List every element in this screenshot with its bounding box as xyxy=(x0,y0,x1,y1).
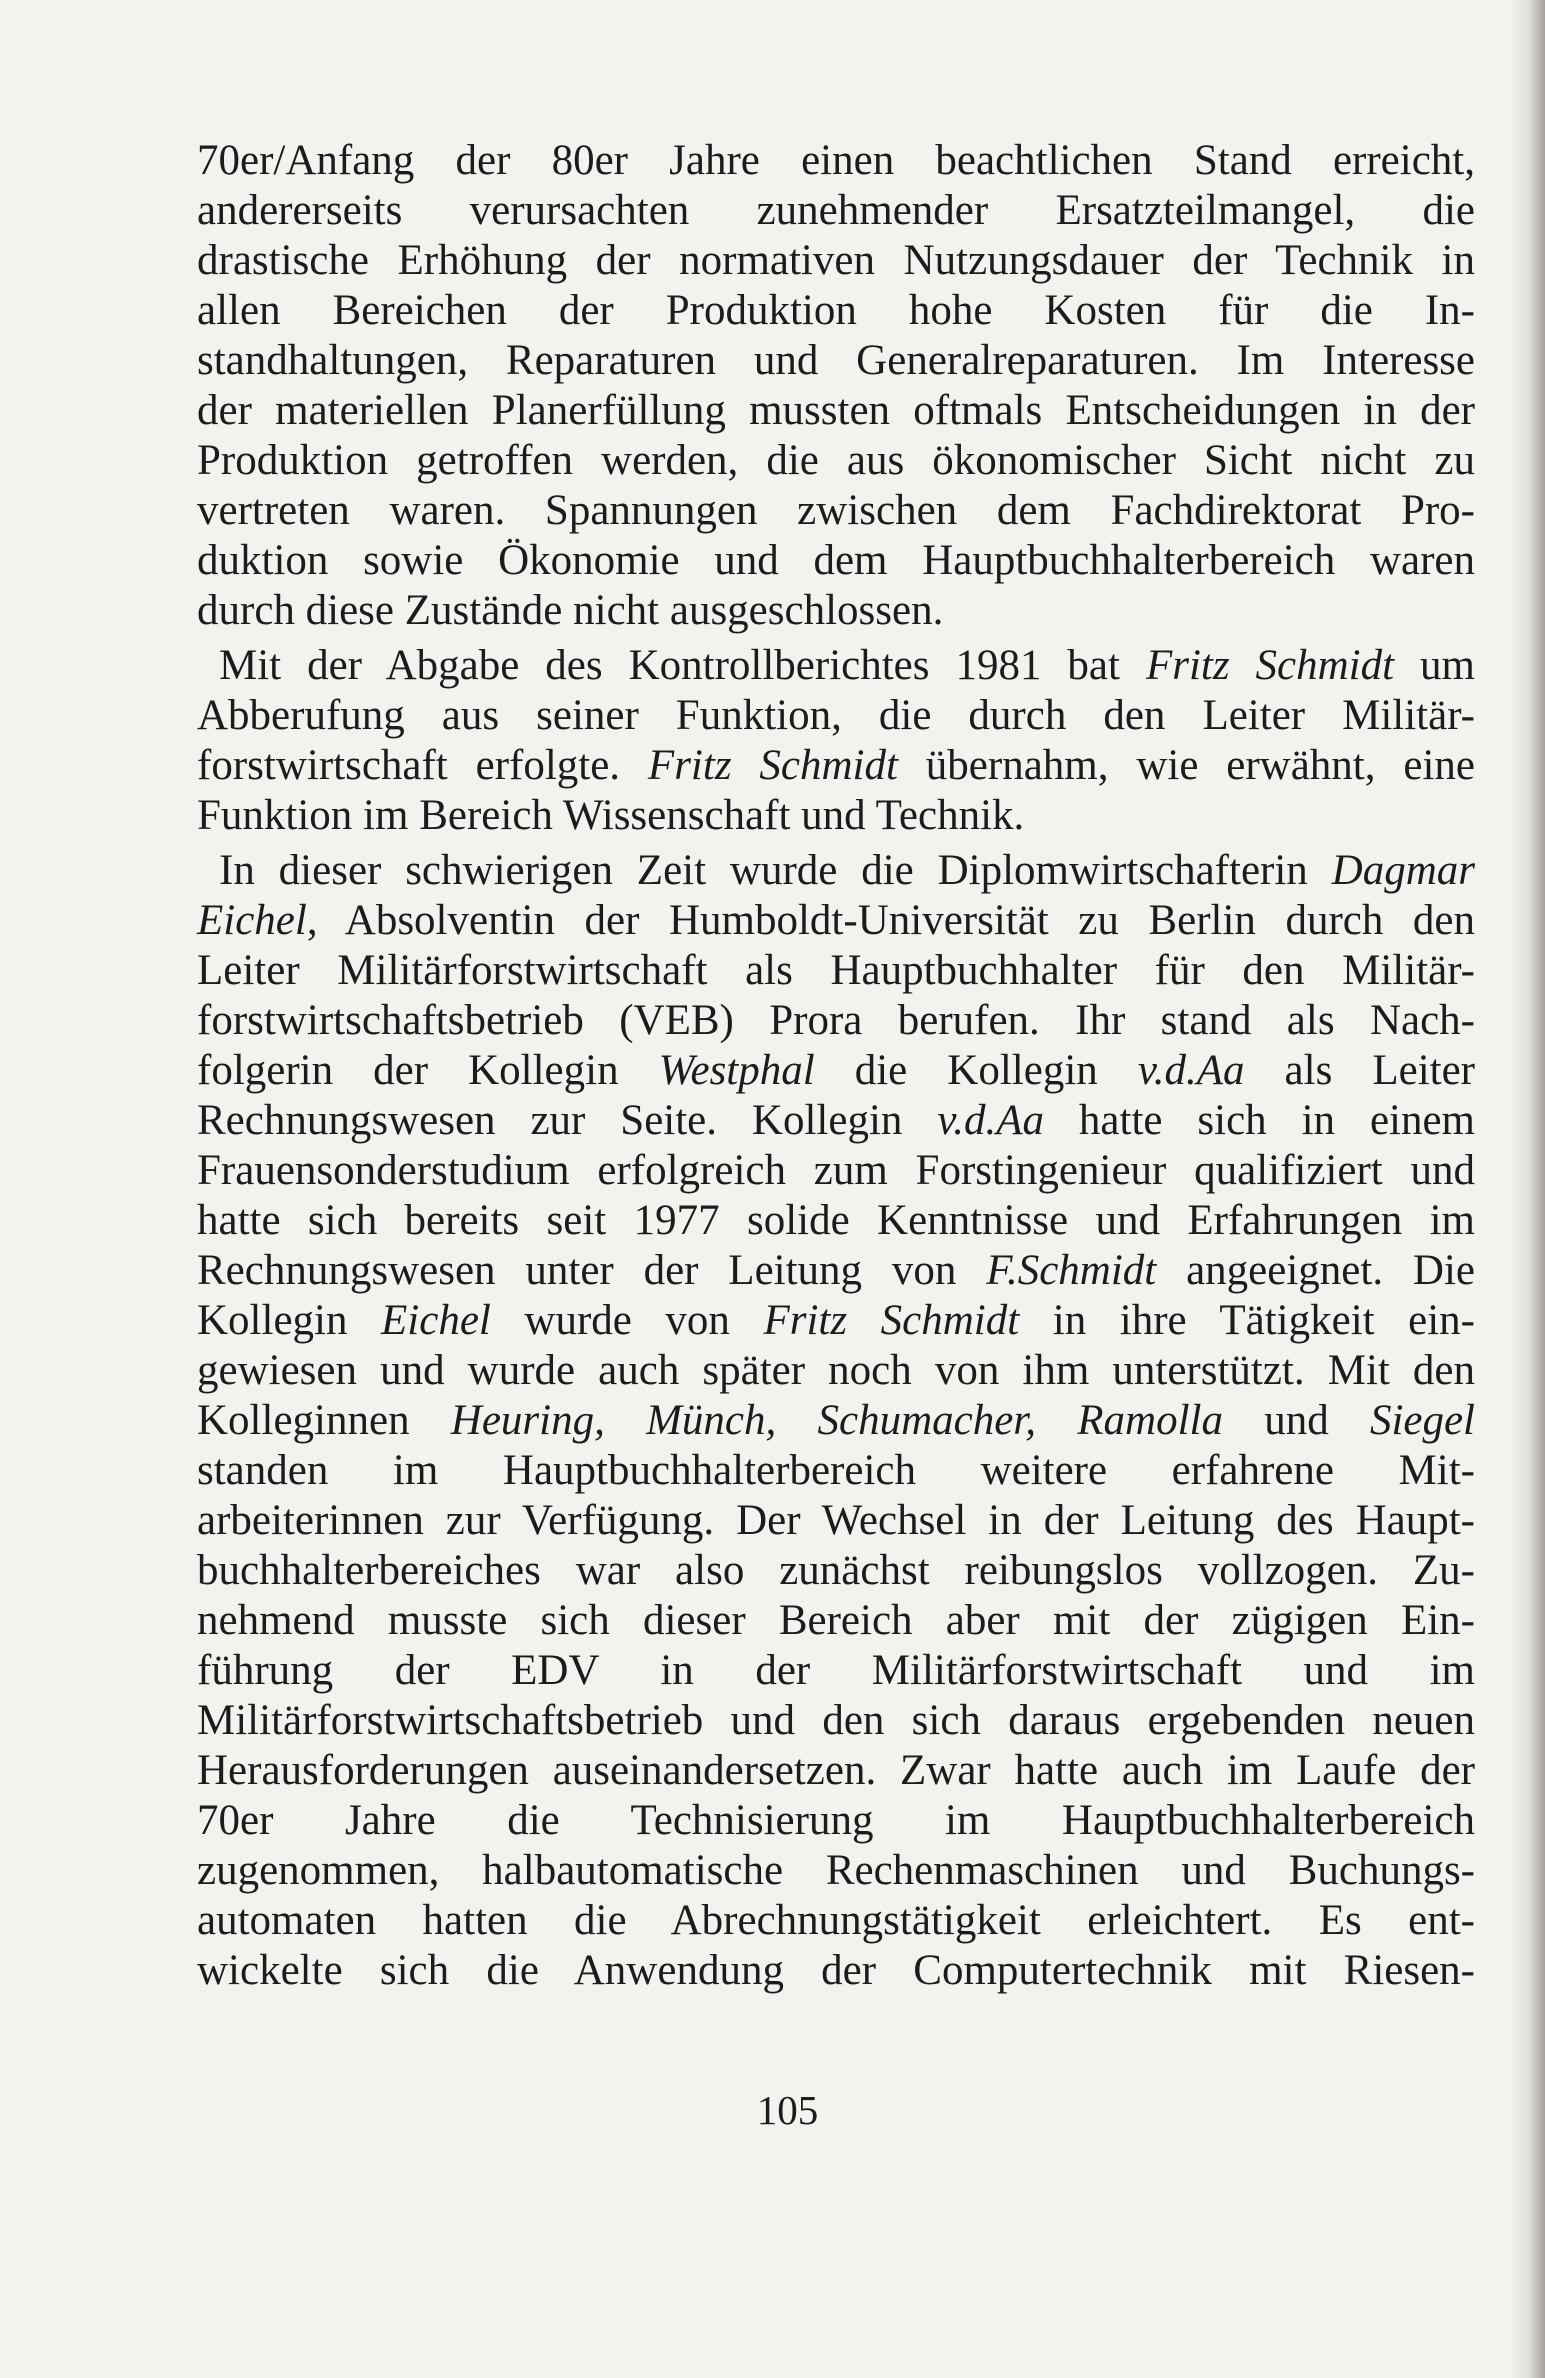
text-line: zugenommen, halbautomatische Rechenmaschinen und Buchungs- xyxy=(197,1847,1475,1894)
text-line: Kollegin Eichel wurde von Fritz Schmidt in ihre Tätigkeit ein- xyxy=(197,1297,1475,1344)
text-line: andererseits verursachten zunehmender Ersatzteilmangel, die xyxy=(197,187,1475,234)
text-line: forstwirtschaft erfolgte. Fritz Schmidt übernahm, wie erwähnt, eine xyxy=(197,742,1475,789)
text-line: buchhalterbereiches war also zunächst reibungslos vollzogen. Zu- xyxy=(197,1547,1475,1594)
text-line: Eichel, Absolventin der Humboldt-Universität zu Berlin durch den xyxy=(197,897,1475,944)
text-line: Herausforderungen auseinandersetzen. Zwar hatte auch im Laufe der xyxy=(197,1747,1475,1794)
text-line: der materiellen Planerfüllung mussten oftmals Entscheidungen in der xyxy=(197,387,1475,434)
text-line: allen Bereichen der Produktion hohe Kosten für die In- xyxy=(197,287,1475,334)
text-line: forstwirtschaftsbetrieb (VEB) Prora berufen. Ihr stand als Nach- xyxy=(197,997,1475,1044)
text-line: standen im Hauptbuchhalterbereich weitere erfahrene Mit- xyxy=(197,1447,1475,1494)
text-line: Produktion getroffen werden, die aus ökonomischer Sicht nicht zu xyxy=(197,437,1475,484)
text-line: standhaltungen, Reparaturen und Generalreparaturen. Im Interesse xyxy=(197,337,1475,384)
text-line: drastische Erhöhung der normativen Nutzungsdauer der Technik in xyxy=(197,237,1475,284)
text-line: duktion sowie Ökonomie und dem Hauptbuchhalterbereich waren xyxy=(197,537,1475,584)
text-line: wickelte sich die Anwendung der Computertechnik mit Riesen- xyxy=(197,1947,1475,1994)
text-line: arbeiterinnen zur Verfügung. Der Wechsel in der Leitung des Haupt- xyxy=(197,1497,1475,1544)
text-line: Mit der Abgabe des Kontrollberichtes 1981 bat Fritz Schmidt um xyxy=(219,642,1475,689)
body-text xyxy=(197,136,1475,1996)
text-line: Kolleginnen Heuring, Münch, Schumacher, Ramolla und Siegel xyxy=(197,1397,1476,1444)
text-line: Leiter Militärforstwirtschaft als Hauptbuchhalter für den Militär- xyxy=(197,947,1475,994)
text-line: folgerin der Kollegin Westphal die Kollegin v.d.Aa als Leiter xyxy=(197,1047,1475,1094)
text-line: Rechnungswesen zur Seite. Kollegin v.d.Aa hatte sich in einem xyxy=(197,1097,1476,1144)
text-line: Rechnungswesen unter der Leitung von F.Schmidt angeeignet. Die xyxy=(197,1247,1475,1294)
page-edge-shadow xyxy=(1511,0,1545,2378)
text-line: In dieser schwierigen Zeit wurde die Diplomwirtschafterin Dagmar xyxy=(219,847,1475,894)
text-line: hatte sich bereits seit 1977 solide Kenntnisse und Erfahrungen im xyxy=(197,1197,1475,1244)
text-line: durch diese Zustände nicht ausgeschlossen. xyxy=(197,587,944,634)
text-line: vertreten waren. Spannungen zwischen dem Fachdirektorat Pro- xyxy=(197,487,1475,534)
text-line: Militärforstwirtschaftsbetrieb und den sich daraus ergebenden neuen xyxy=(197,1697,1475,1744)
text-line: führung der EDV in der Militärforstwirtschaft und im xyxy=(197,1647,1475,1694)
text-line: Frauensonderstudium erfolgreich zum Forstingenieur qualifiziert und xyxy=(197,1147,1475,1194)
text-line: 70er Jahre die Technisierung im Hauptbuchhalterbereich xyxy=(197,1797,1475,1844)
text-line: Funktion im Bereich Wissenschaft und Technik. xyxy=(197,792,1025,839)
text-line: automaten hatten die Abrechnungstätigkeit erleichtert. Es ent- xyxy=(197,1897,1475,1944)
text-line: gewiesen und wurde auch später noch von ihm unterstützt. Mit den xyxy=(197,1347,1475,1394)
text-line: 70er/Anfang der 80er Jahre einen beachtlichen Stand erreicht, xyxy=(197,137,1475,184)
text-line: Abberufung aus seiner Funktion, die durch den Leiter Militär- xyxy=(197,692,1475,739)
page-number: 105 xyxy=(756,2087,819,2133)
text-line: nehmend musste sich dieser Bereich aber mit der zügigen Ein- xyxy=(197,1597,1475,1644)
